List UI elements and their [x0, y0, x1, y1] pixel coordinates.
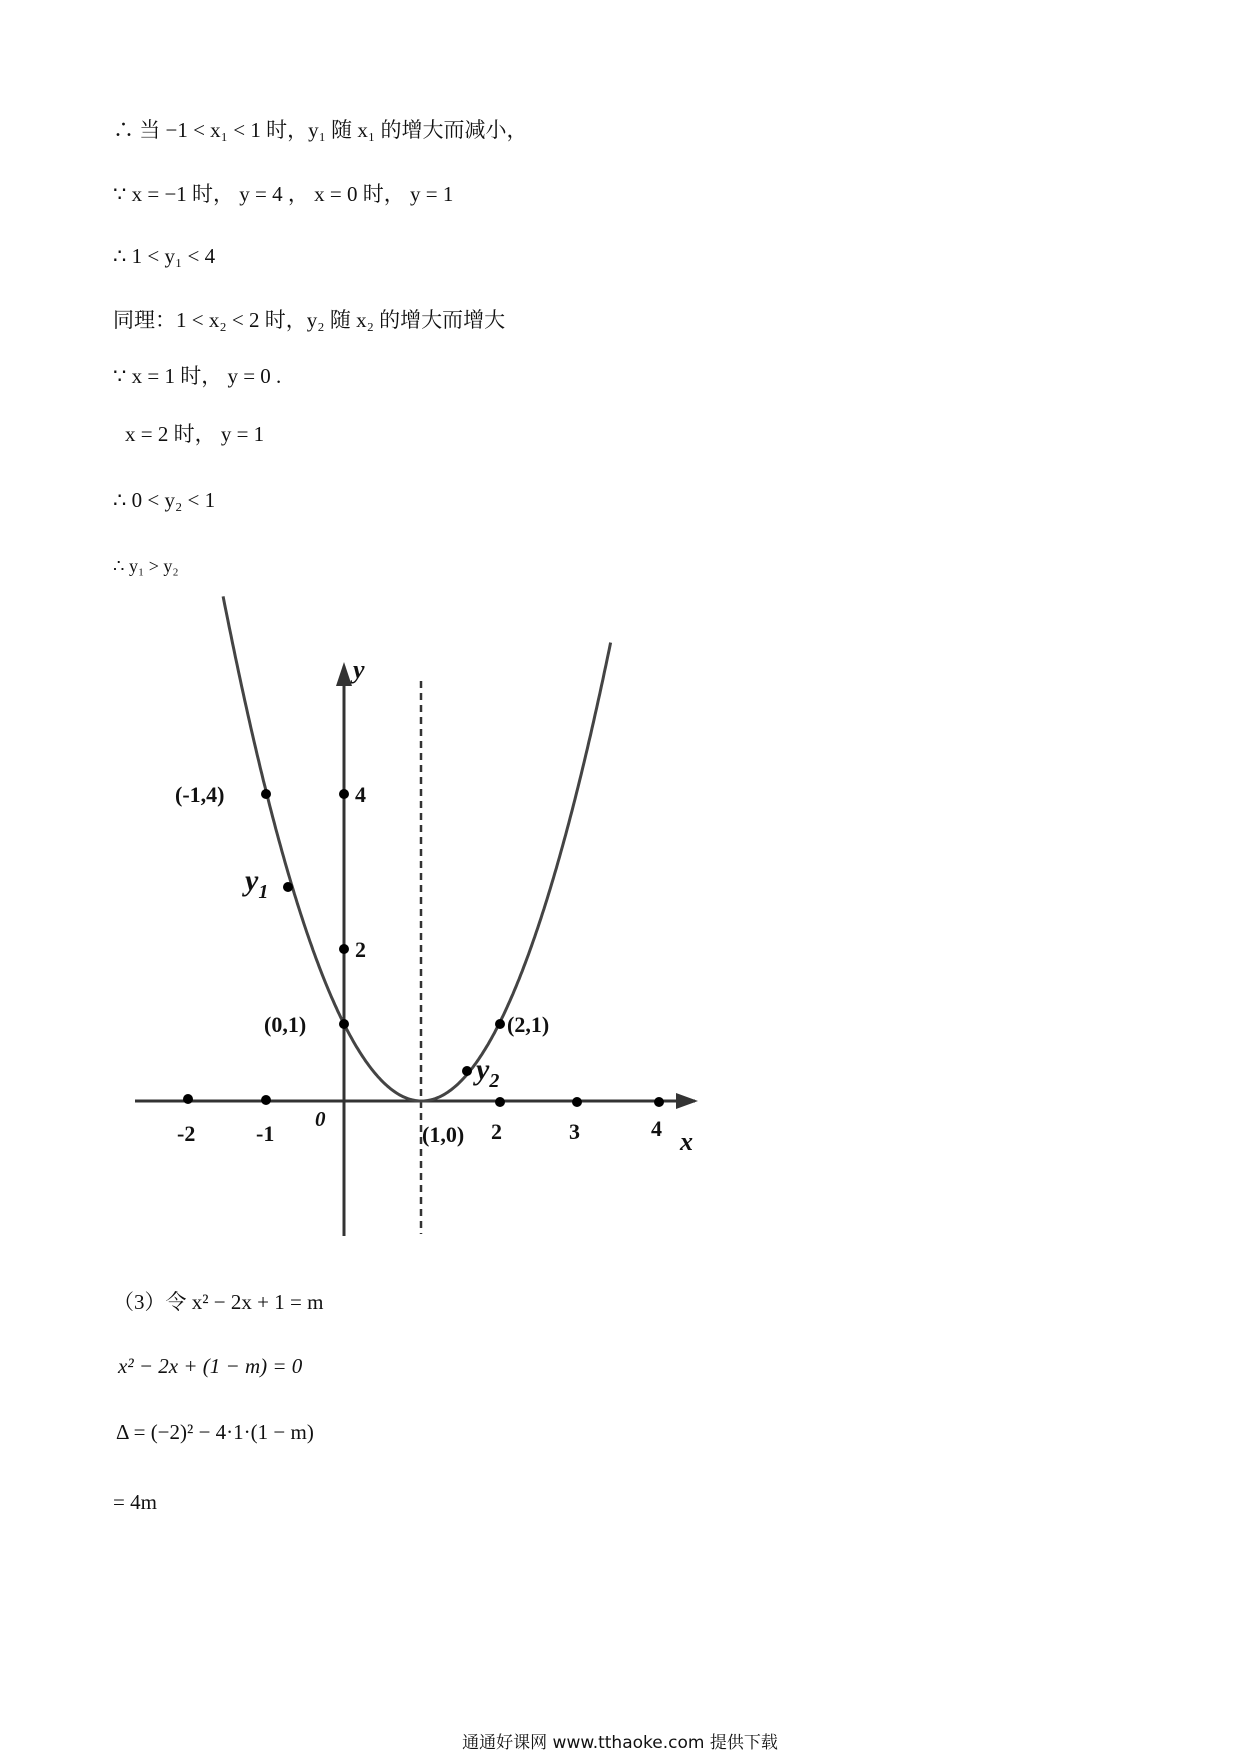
x-tick-label: 2 — [491, 1119, 502, 1144]
parabola-graph — [110, 596, 710, 1256]
y-axis-arrow — [336, 662, 352, 686]
line-9: （3）令 x² − 2x + 1 = m — [113, 1290, 324, 1314]
line-1: ∴ 当 −1 < x₁ < 1 时，y₁ 随 x₁ 的增大而减小， — [113, 118, 528, 142]
x-axis-arrow — [676, 1093, 698, 1109]
y-axis-label: y — [353, 655, 365, 684]
point-dot-y2 — [462, 1066, 472, 1076]
point-dot-neg1-4 — [261, 789, 271, 799]
line-6: x = 2 时， y = 1 — [125, 422, 265, 446]
point-label-neg1-4: (-1,4) — [175, 782, 225, 807]
y-tick-label: 2 — [355, 937, 366, 962]
curve-label-y2: $y_2$ — [476, 1053, 500, 1092]
point-label-0-1: (0,1) — [264, 1012, 307, 1037]
point-label-1-0: (1,0) — [422, 1122, 465, 1147]
x-tick-dot-3 — [572, 1097, 582, 1107]
x-axis-label: x — [680, 1127, 693, 1156]
point-label-2-1: (2,1) — [507, 1012, 550, 1037]
curve-label-y1: $y_1$ — [245, 864, 269, 903]
x-tick-dot-neg2 — [183, 1094, 193, 1104]
x-tick-label: 4 — [651, 1116, 662, 1141]
x-tick-dot-2 — [495, 1097, 505, 1107]
line-8: ∴ y₁ > y₂ — [113, 556, 179, 576]
page-footer: 通通好课网 www.tthaoke.com 提供下载 — [462, 1733, 778, 1753]
origin-label: 0 — [315, 1107, 326, 1131]
line-5: ∵ x = 1 时， y = 0 . — [113, 364, 282, 388]
line-7: ∴ 0 < y₂ < 1 — [113, 488, 216, 512]
point-dot-2-1 — [495, 1019, 505, 1029]
y-tick-dot-4 — [339, 789, 349, 799]
point-dot-0-1 — [339, 1019, 349, 1029]
line-12: = 4m — [113, 1490, 157, 1514]
line-10: x² − 2x + (1 − m) = 0 — [118, 1354, 303, 1378]
x-tick-label: 3 — [569, 1119, 580, 1144]
y-tick-label: 4 — [355, 782, 366, 807]
line-2: ∵ x = −1 时， y = 4 ， x = 0 时， y = 1 — [113, 182, 454, 206]
point-dot-y1 — [283, 882, 293, 892]
line-3: ∴ 1 < y₁ < 4 — [113, 244, 216, 268]
x-tick-label: -1 — [256, 1121, 275, 1146]
x-tick-label: -2 — [177, 1121, 196, 1146]
y-tick-dot-2 — [339, 944, 349, 954]
line-4: 同理：1 < x₂ < 2 时，y₂ 随 x₂ 的增大而增大 — [113, 308, 506, 332]
x-tick-dot-neg1 — [261, 1095, 271, 1105]
line-11: Δ = (−2)² − 4·1·(1 − m) — [116, 1420, 314, 1444]
x-tick-dot-4 — [654, 1097, 664, 1107]
